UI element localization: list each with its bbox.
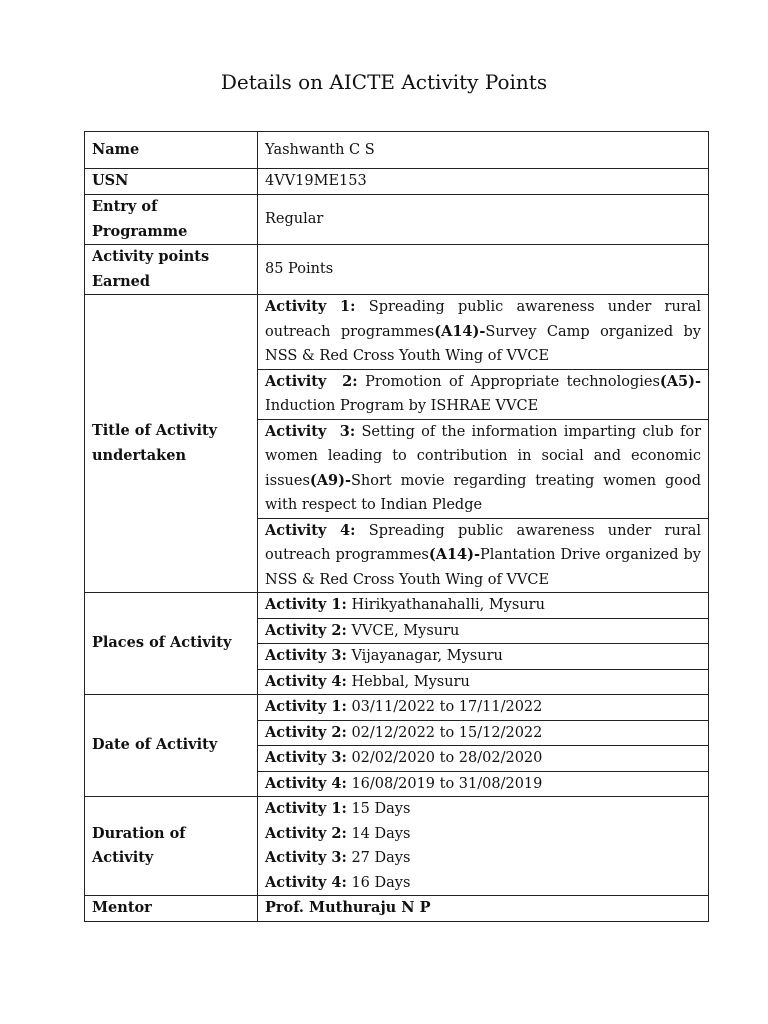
place-value: Vijayanagar, Mysuru — [351, 648, 503, 664]
place-activity-label: Activity 1: — [265, 596, 347, 613]
activity-text: Spreading public awareness under rural outreach programmes — [265, 299, 701, 340]
activity-cell-3 — [258, 419, 709, 518]
date-activity-label: Activity 4: — [265, 774, 347, 792]
duration-value: 16 Days — [351, 874, 411, 891]
place-activity-label: Activity 4: — [265, 672, 347, 690]
details-table — [84, 131, 709, 922]
place-cell-4 — [258, 669, 709, 695]
activity-label: Activity 2: — [265, 372, 358, 390]
activity-text: Promotion of Appropriate technologies — [365, 373, 660, 390]
mentor-value: Prof. Muthuraju N P — [258, 896, 709, 922]
date-value: 16/08/2019 to 31/08/2019 — [351, 775, 543, 792]
row-mentor — [85, 896, 709, 922]
place-value: Hebbal, Mysuru — [351, 673, 470, 690]
place-value: Hirikyathanahalli, Mysuru — [351, 597, 545, 613]
duration-value: 15 Days — [351, 801, 411, 817]
activity-text: Spreading public awareness under rural outreach programmes — [265, 522, 701, 563]
date-activity-label: Activity 1: — [265, 698, 347, 715]
activity-cell-1 — [258, 295, 709, 370]
page-title: Details on AICTE Activity Points — [220, 70, 548, 94]
place-value: VVCE, Mysuru — [351, 622, 460, 639]
activity-code: (A14)- — [434, 322, 486, 340]
place-cell-2 — [258, 618, 709, 644]
duration-activity-label: Activity 4: — [265, 873, 347, 891]
place-row-1 — [85, 593, 709, 619]
name-label: Name — [85, 132, 258, 169]
usn-value: 4VV19ME153 — [258, 169, 709, 195]
duration-activity-label: Activity 3: — [265, 849, 347, 866]
place-activity-label: Activity 3: — [265, 647, 347, 664]
activity-label: Activity 3: — [265, 422, 356, 440]
date-value: 02/02/2020 to 28/02/2020 — [351, 750, 543, 766]
row-name — [85, 132, 709, 169]
duration-line-3 — [265, 846, 701, 871]
duration-value: 27 Days — [351, 850, 411, 866]
points-label: Activity points Earned — [85, 245, 258, 295]
activity-detail: Short movie regarding treating women good with respect to Indian Pledge — [265, 472, 701, 513]
activity-cell-4 — [258, 518, 709, 593]
duration-line-2 — [265, 822, 701, 847]
date-cell-3 — [258, 746, 709, 772]
title-label: Title of Activity undertaken — [85, 295, 258, 593]
activity-label: Activity 4: — [265, 521, 356, 539]
date-row-1 — [85, 695, 709, 721]
activity-row-1 — [85, 295, 709, 370]
duration-row — [85, 797, 709, 896]
activity-detail: Plantation Drive organized by NSS & Red Cross Youth Wing of VVCE — [265, 547, 701, 588]
date-value: 03/11/2022 to 17/11/2022 — [351, 699, 543, 715]
place-cell-3 — [258, 644, 709, 670]
activity-code: (A5)- — [659, 372, 702, 390]
date-cell-2 — [258, 720, 709, 746]
place-cell-1 — [258, 593, 709, 619]
usn-label: USN — [85, 169, 258, 195]
activity-code: (A9)- — [309, 471, 351, 489]
mentor-label: Mentor — [85, 896, 258, 922]
entry-value: Regular — [258, 195, 709, 245]
duration-line-4 — [265, 871, 701, 896]
row-usn — [85, 169, 709, 195]
activity-code: (A14)- — [428, 546, 481, 563]
name-value: Yashwanth C S — [258, 132, 709, 169]
date-cell-1 — [258, 695, 709, 721]
date-cell-4 — [258, 771, 709, 797]
duration-label: Duration of Activity — [85, 797, 258, 896]
duration-cell — [258, 797, 709, 896]
duration-activity-label: Activity 2: — [265, 824, 347, 842]
place-activity-label: Activity 2: — [265, 621, 347, 639]
activity-cell-2 — [258, 369, 709, 419]
activity-detail: Survey Camp organized by NSS & Red Cross Youth Wing of VVCE — [265, 323, 701, 364]
duration-line-1 — [265, 797, 701, 822]
points-value: 85 Points — [258, 245, 709, 295]
activity-text: Setting of the information imparting club for women leading to contribution in social and economic issues — [265, 423, 701, 489]
date-value: 02/12/2022 to 15/12/2022 — [351, 724, 543, 741]
dates-label: Date of Activity — [85, 695, 258, 797]
date-activity-label: Activity 2: — [265, 723, 347, 741]
activity-label: Activity 1: — [265, 298, 356, 315]
duration-activity-label: Activity 1: — [265, 800, 347, 817]
entry-label: Entry of Programme — [85, 195, 258, 245]
activity-detail: Induction Program by ISHRAE VVCE — [265, 398, 539, 414]
places-label: Places of Activity — [85, 593, 258, 695]
row-points — [85, 245, 709, 295]
date-activity-label: Activity 3: — [265, 749, 347, 766]
duration-value: 14 Days — [351, 825, 411, 842]
row-entry — [85, 195, 709, 245]
